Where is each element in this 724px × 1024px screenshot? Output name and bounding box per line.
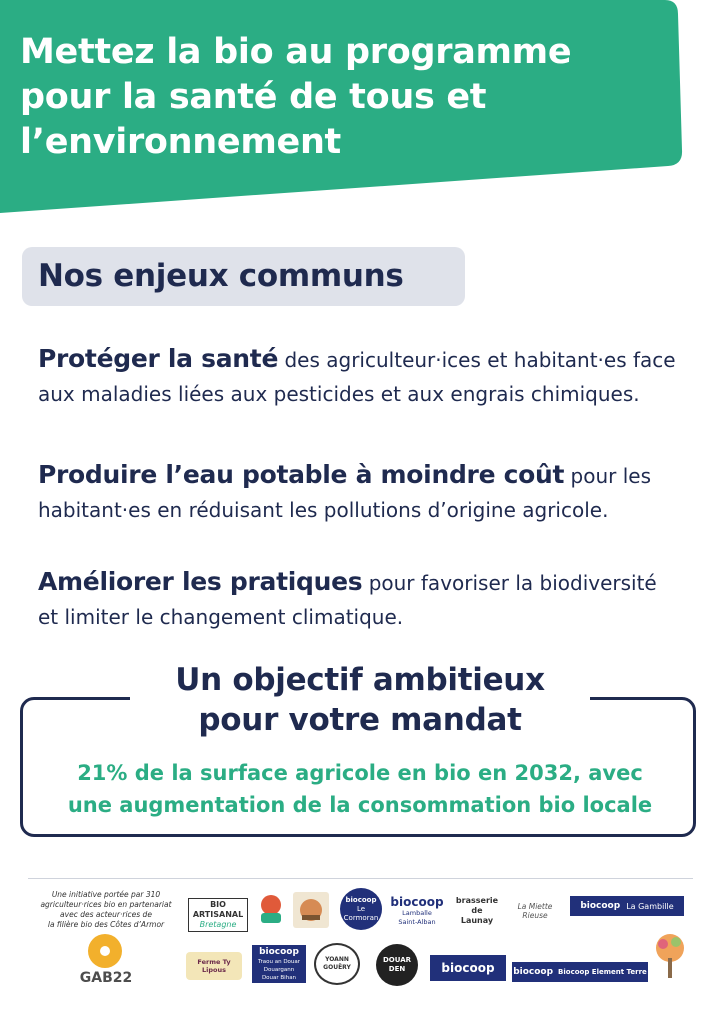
logo-lamballe-brand: biocoop (390, 895, 444, 909)
logo-lamballe-line1: Lamballe (402, 909, 432, 917)
initiative-line2: agriculteur·rices bio en partenariat (40, 900, 172, 909)
initiative-line3: avec des acteur·rices de (60, 910, 152, 919)
logo-douar-den (376, 944, 418, 986)
page-title (20, 30, 680, 165)
logo-lamballe-line2: Saint-Alban (398, 918, 436, 926)
logo-miette-rieuse (510, 894, 560, 928)
logo-cormoran-name: Le Cormoran (343, 904, 379, 922)
logo-biocoop-douar (252, 945, 306, 983)
logo-brasserie-line2: Launay (460, 916, 494, 925)
logo-douar-line3: Douar Bihan (261, 974, 297, 981)
logo-element-brand: biocoop (513, 967, 554, 977)
logo-biocoop-element-terre (512, 962, 648, 982)
logo-douar-line1: Traou an Douar (257, 958, 301, 965)
page-title-line2: pour la santé de tous et (20, 77, 487, 117)
logo-ferme-ty-lipous (186, 952, 242, 980)
objective-text-line1: 21% de la surface agricole en bio en 2032, avec (77, 761, 643, 785)
logo-bio-artisanal (188, 898, 248, 932)
logo-miette-text: La Miette Rieuse (517, 902, 553, 920)
logo-biocoop-gambille (570, 896, 684, 916)
issue-water-lead: Produire l’eau potable à moindre coût (38, 460, 565, 489)
logo-illustrated-icon (293, 892, 329, 928)
objective-title (130, 660, 590, 746)
issue-health (38, 342, 678, 411)
issue-practices-text: pour favoriser la biodiversité et limiter le changement climatique. (38, 571, 657, 629)
logo-cormoran-brand: biocoop (345, 895, 377, 904)
logo-element-name: Biocoop Element Terre (558, 968, 647, 976)
objective-text-line2: une augmentation de la consommation bio locale (67, 793, 653, 817)
logo-ferme-text: Ferme Ty Lipous (197, 958, 231, 974)
logo-bio-artisanal-text: BIO ARTISANAL (192, 900, 244, 919)
logo-yoann-gouery (314, 943, 360, 985)
logo-farm-icon (258, 892, 284, 926)
objective-text (24, 757, 696, 821)
issue-health-text: des agriculteur·ices et habitant·es face aux maladies liées aux pesticides et aux engrais chimiques. (38, 348, 676, 406)
issue-water (38, 458, 678, 527)
logo-douar-den-text: DOUAR DEN (382, 956, 412, 973)
issue-practices (38, 565, 678, 634)
section-header (22, 247, 465, 306)
section-title: Nos enjeux communs (38, 258, 404, 294)
page-title-line3: l’environnement (20, 122, 341, 162)
gab22-logo (78, 934, 134, 990)
logo-yoann-text: YOANN GOUËRY (323, 956, 351, 971)
issue-practices-lead: Améliorer les pratiques (38, 567, 363, 596)
logo-tree-icon (652, 930, 688, 982)
footer-divider (28, 878, 693, 879)
issue-water-text: pour les habitant·es en réduisant les pollutions d’origine agricole. (38, 464, 652, 522)
page-title-line1: Mettez la bio au programme (20, 32, 572, 72)
gab-label: GAB22 (79, 970, 133, 986)
initiative-text (36, 890, 176, 930)
initiative-line4: la filière bio des Côtes d’Armor (47, 920, 165, 929)
logo-brasserie-launay (452, 893, 502, 929)
logo-lannion-brand: biocoop (441, 961, 495, 975)
objective-title-line2: pour votre mandat (198, 702, 522, 738)
issue-health-lead: Protéger la santé (38, 344, 279, 373)
logo-gambille-name: La Gambille (626, 901, 674, 911)
objective-title-line1: Un objectif ambitieux (175, 662, 545, 698)
logo-biocoop-lannion (430, 955, 506, 981)
logo-douar-line2: Douargann (263, 966, 295, 973)
logo-gambille-brand: biocoop (580, 901, 621, 911)
logo-brasserie-line1: brasserie de (455, 896, 499, 915)
header-banner (0, 0, 724, 215)
logo-douar-brand: biocoop (259, 946, 299, 957)
gab-flower-icon (88, 934, 122, 968)
initiative-line1: Une initiative portée par 310 (51, 890, 161, 899)
logo-biocoop-cormoran (340, 888, 382, 930)
logo-bio-artisanal-sub: Bretagne (199, 920, 237, 929)
logo-biocoop-lamballe (388, 892, 446, 930)
